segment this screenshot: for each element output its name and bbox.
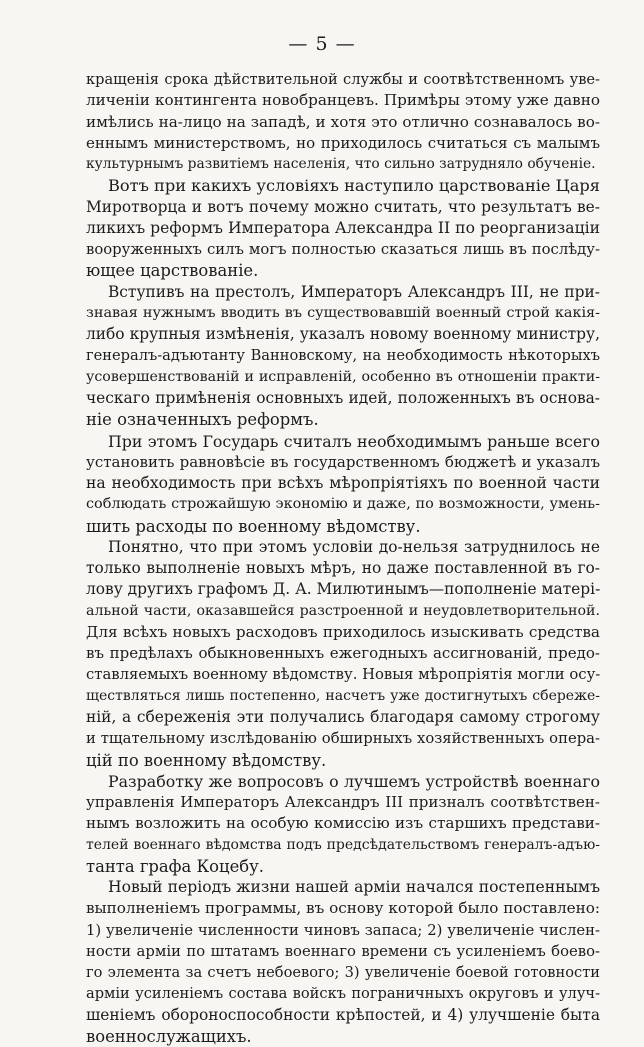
text-line: кращенія срока дѣйствительной службы и соотвѣтственномъ уве- [86, 71, 600, 88]
text-line: Для всѣхъ новыхъ расходовъ приходилось изыскивать средства [86, 622, 600, 641]
text-line: шеніемъ обороноспособности крѣпостей, и 4) улучшеніе быта [86, 1005, 600, 1024]
text-line: соблюдать строжайшую экономію и даже, по возможности, умень- [86, 496, 600, 513]
text-line: личеніи контингента новобранцевъ. Примѣры этому уже давно [86, 91, 600, 110]
text-line: Разработку же вопросовъ о лучшемъ устройствѣ военнаго [108, 771, 600, 791]
text-line: го элемента за счетъ небоевого; 3) увеличеніе боевой готовности [86, 964, 600, 982]
text-line: нымъ возложить на особую комиссію изъ старшихъ представи- [86, 814, 600, 833]
text-line: ющее царствованіе. [86, 261, 259, 281]
text-line: ніе означенныхъ реформъ. [86, 410, 319, 430]
text-line: знавая нужнымъ вводить въ существовавшій военный строй какія- [86, 304, 600, 321]
text-line: либо крупныя измѣненія, указалъ новому военному министру, [86, 325, 600, 344]
text-line: на необходимость при всѣхъ мѣропріятіяхъ по военной части [86, 474, 600, 493]
text-line: усовершенствованій и исправленій, особенно въ отношеніи практи- [86, 368, 600, 385]
text-line: управленія Императоръ Александръ III призналъ соотвѣтствен- [86, 793, 600, 812]
page-number: — 5 — [288, 33, 356, 55]
body-text [86, 69, 600, 1047]
text-line: лову другихъ графомъ Д. А. Милютинымъ—пополненіе матері- [86, 580, 600, 599]
text-line: и тщательному изслѣдованію обширныхъ хозяйственныхъ опера- [86, 730, 600, 748]
text-line: выполненіемъ программы, въ основу которой было поставлено: [86, 899, 600, 918]
text-line: военнослужащихъ. [86, 1026, 252, 1046]
text-line: арміи усиленіемъ состава войскъ пограничныхъ округовъ и улуч- [86, 985, 600, 1003]
text-line: телей военнаго вѣдомства подъ предсѣдательствомъ генералъ-адъю- [86, 836, 600, 853]
text-line: ній, а сбереженія эти получались благодаря самому строгому [86, 707, 600, 726]
text-line: ности арміи по штатамъ военнаго времени съ усиленіемъ боево- [86, 942, 600, 960]
text-line: ществляться лишь постепенно, насчетъ уже достигнутыхъ сбереже- [86, 687, 600, 704]
text-line: еннымъ министерствомъ, но приходилось считаться съ малымъ [86, 133, 600, 152]
text-line: цій по военному вѣдомству. [86, 750, 327, 770]
text-line: ставляемыхъ военному вѣдомству. Новыя мѣропріятія могли осу- [86, 666, 600, 684]
text-line: вооруженныхъ силъ могъ полностью сказаться лишь въ послѣду- [86, 241, 600, 259]
text-line: Понятно, что при этомъ условіи до-нельзя затруднилось не [108, 537, 600, 556]
text-line: альной части, оказавшейся разстроенной и неудовлетворительной. [86, 602, 600, 619]
text-line: Вступивъ на престолъ, Императоръ Александръ III, не при- [108, 282, 600, 301]
text-line: культурнымъ развитіемъ населенія, что сильно затрудняло обученіе. [86, 156, 596, 173]
text-line: ликихъ реформъ Императора Александра II по реорганизаціи [86, 218, 600, 237]
text-line: генералъ-адъютанту Ванновскому, на необходимость нѣкоторыхъ [86, 347, 600, 365]
text-line: Миротворца и вотъ почему можно считать, что результатъ ве- [86, 197, 600, 216]
text-line: Вотъ при какихъ условіяхъ наступило царствованіе Царя [108, 176, 600, 196]
text-line: только выполненіе новыхъ мѣръ, но даже поставленной въ го- [86, 559, 600, 578]
text-line: При этомъ Государь считалъ необходимымъ раньше всего [108, 431, 600, 451]
text-line: въ предѣлахъ обыкновенныхъ ежегодныхъ ассигнованій, предо- [86, 644, 600, 663]
text-line: танта графа Коцебу. [86, 856, 264, 876]
text-line: шить расходы по военному вѣдомству. [86, 516, 421, 536]
text-line: Новый періодъ жизни нашей арміи начался постепеннымъ [108, 878, 600, 897]
text-line: ческаго примѣненія основныхъ идей, положенныхъ въ основа- [86, 388, 600, 407]
text-line: установить равновѣсіе въ государственномъ бюджетѣ и указалъ [86, 452, 600, 471]
text-line: имѣлись на-лицо на западѣ, и хотя это отлично сознавалось во- [86, 112, 600, 131]
text-line: 1) увеличеніе численности чиновъ запаса; 2) увеличеніе числен- [86, 921, 600, 939]
